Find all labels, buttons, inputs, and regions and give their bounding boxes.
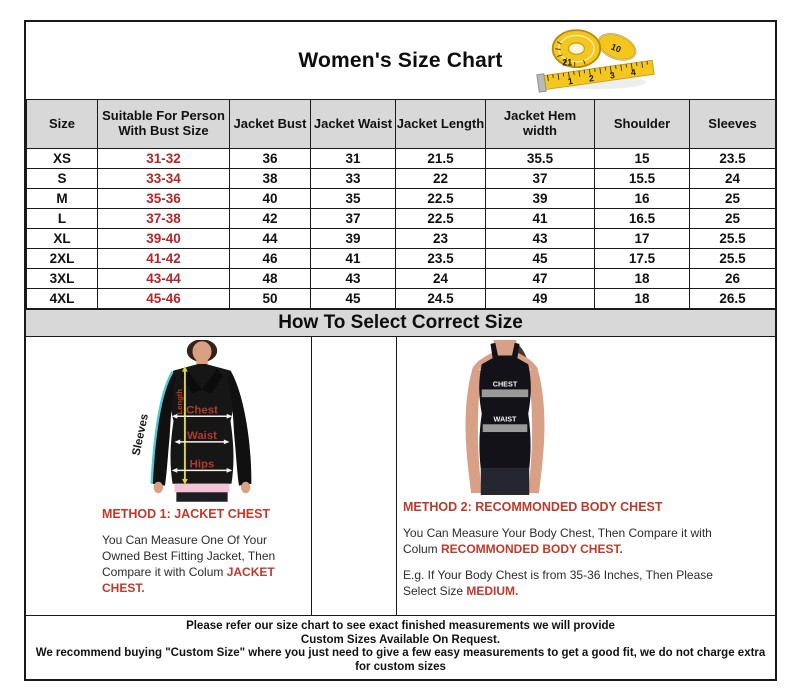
value-cell: 26 [690,269,776,289]
value-cell: 35 [311,189,396,209]
value-cell: 39-40 [98,229,230,249]
table-row [27,209,776,229]
value-cell: 33 [311,169,396,189]
value-cell: 31 [311,149,396,169]
tape-number: 3 [609,70,616,81]
method2-example-red: MEDIUM. [466,584,519,598]
table-row [27,249,776,269]
footer-line: Custom Sizes Available On Request. [300,633,501,646]
value-cell: 15.5 [595,169,690,189]
method2-text: You Can Measure Your Body Chest, Then Compare it with Colum RECOMMONDED BODY CHEST. [403,526,712,556]
methods-section [26,337,775,615]
value-cell: 22 [396,169,486,189]
value-cell: 33-34 [98,169,230,189]
table-row [27,289,776,309]
value-cell: 26.5 [690,289,776,309]
value-cell: 45 [311,289,396,309]
value-cell: 49 [486,289,595,309]
tape-number: 10 [609,41,623,55]
value-cell: 41 [486,209,595,229]
value-cell: 45 [486,249,595,269]
value-cell: 41 [311,249,396,269]
value-cell: 22.5 [396,189,486,209]
hips-figure-label: Hips [189,458,215,471]
value-cell: 48 [230,269,311,289]
value-cell: 43 [311,269,396,289]
size-cell: S [27,169,98,189]
method2-red-text: RECOMMONDED BODY CHEST. [441,542,623,556]
value-cell: 22.5 [396,209,486,229]
size-cell: M [27,189,98,209]
size-cell: XL [27,229,98,249]
value-cell: 37 [486,169,595,189]
value-cell: 24.5 [396,289,486,309]
value-cell: 21.5 [396,149,486,169]
sleeves-figure-label: Sleeves [130,412,152,457]
value-cell: 16.5 [595,209,690,229]
size-cell: 3XL [27,269,98,289]
value-cell: 31-32 [98,149,230,169]
table-row [27,189,776,209]
table-row [27,169,776,189]
waist-band-label: WAIST [493,414,517,424]
value-cell: 16 [595,189,690,209]
measuring-tape-icon [529,24,675,98]
value-cell: 39 [486,189,595,209]
value-cell: 37 [311,209,396,229]
method1-column [26,337,312,615]
value-cell: 24 [690,169,776,189]
value-cell: 24 [396,269,486,289]
tape-number: 21 [562,57,573,68]
method2-column [397,337,775,615]
size-cell: 2XL [27,249,98,269]
method1-block [26,502,311,596]
how-to-select-header: How To Select Correct Size [26,309,775,337]
tape-number: 2 [588,72,595,84]
method2-heading: METHOD 2: RECOMMONDED BODY CHEST [403,500,663,514]
value-cell: 25 [690,189,776,209]
value-cell: 15 [595,149,690,169]
size-table [26,99,776,309]
chest-figure-label: Chest [186,404,218,417]
waist-figure-label: Waist [187,430,217,443]
method2-block [397,495,775,599]
chest-band-label: CHEST [492,379,518,389]
method1-heading: METHOD 1: JACKET CHEST [102,507,271,521]
table-header-row [27,100,776,149]
value-cell: 43-44 [98,269,230,289]
value-cell: 44 [230,229,311,249]
method2-example: E.g. If Your Body Chest is from 35-36 Inches, Then Please Select Size MEDIUM. [403,568,713,598]
method1-text: You Can Measure One Of Your Owned Best Fitting Jacket, Then Compare it with Colum JACKET CHEST. [102,533,276,595]
method1-red-text: JACKET CHEST. [102,565,275,595]
jacket-measure-figure [126,340,278,502]
footer-line: Please refer our size chart to see exact finished measurements we will provide [186,620,615,632]
value-cell: 42 [230,209,311,229]
value-cell: 40 [230,189,311,209]
value-cell: 39 [311,229,396,249]
value-cell: 35.5 [486,149,595,169]
value-cell: 25 [690,209,776,229]
value-cell: 36 [230,149,311,169]
table-row [27,269,776,289]
value-cell: 18 [595,289,690,309]
column-header-shoulder: Shoulder [595,100,690,149]
spacer-column [312,337,397,615]
size-chart-sheet [24,20,777,681]
page-title: Women's Size Chart [298,48,503,72]
table-row [27,229,776,249]
size-cell: L [27,209,98,229]
column-header-jacket-length: Jacket Length [396,100,486,149]
value-cell: 43 [486,229,595,249]
value-cell: 25.5 [690,249,776,269]
value-cell: 17 [595,229,690,249]
table-row [27,149,776,169]
waist-band [483,424,528,432]
column-header-size: Size [27,100,98,149]
value-cell: 50 [230,289,311,309]
column-header-hem-width: Jacket Hem width [486,100,595,149]
title-row [26,22,775,99]
column-header-sleeves: Sleeves [690,100,776,149]
column-header-jacket-waist: Jacket Waist [311,100,396,149]
value-cell: 23 [396,229,486,249]
value-cell: 23.5 [396,249,486,269]
value-cell: 41-42 [98,249,230,269]
column-header-bust-range: Suitable For Person With Bust Size [98,100,230,149]
column-header-jacket-bust: Jacket Bust [230,100,311,149]
value-cell: 37-38 [98,209,230,229]
value-cell: 45-46 [98,289,230,309]
size-cell: XS [27,149,98,169]
footer-line: We recommend buying "Custom Size" where you just need to give a few easy measurements to get a good fit, we do not charge extra for custom sizes [35,647,766,673]
length-figure-label: Length [175,389,185,415]
value-cell: 35-36 [98,189,230,209]
body-measure-figure [437,340,573,495]
value-cell: 46 [230,249,311,269]
value-cell: 25.5 [690,229,776,249]
value-cell: 23.5 [690,149,776,169]
value-cell: 47 [486,269,595,289]
footer-note [26,615,775,679]
value-cell: 38 [230,169,311,189]
size-table-body [27,149,776,309]
value-cell: 18 [595,269,690,289]
tape-number: 1 [567,75,574,87]
tape-number: 4 [630,67,637,78]
value-cell: 17.5 [595,249,690,269]
tank-top-shape [479,356,531,469]
chest-band [482,389,529,397]
size-cell: 4XL [27,289,98,309]
